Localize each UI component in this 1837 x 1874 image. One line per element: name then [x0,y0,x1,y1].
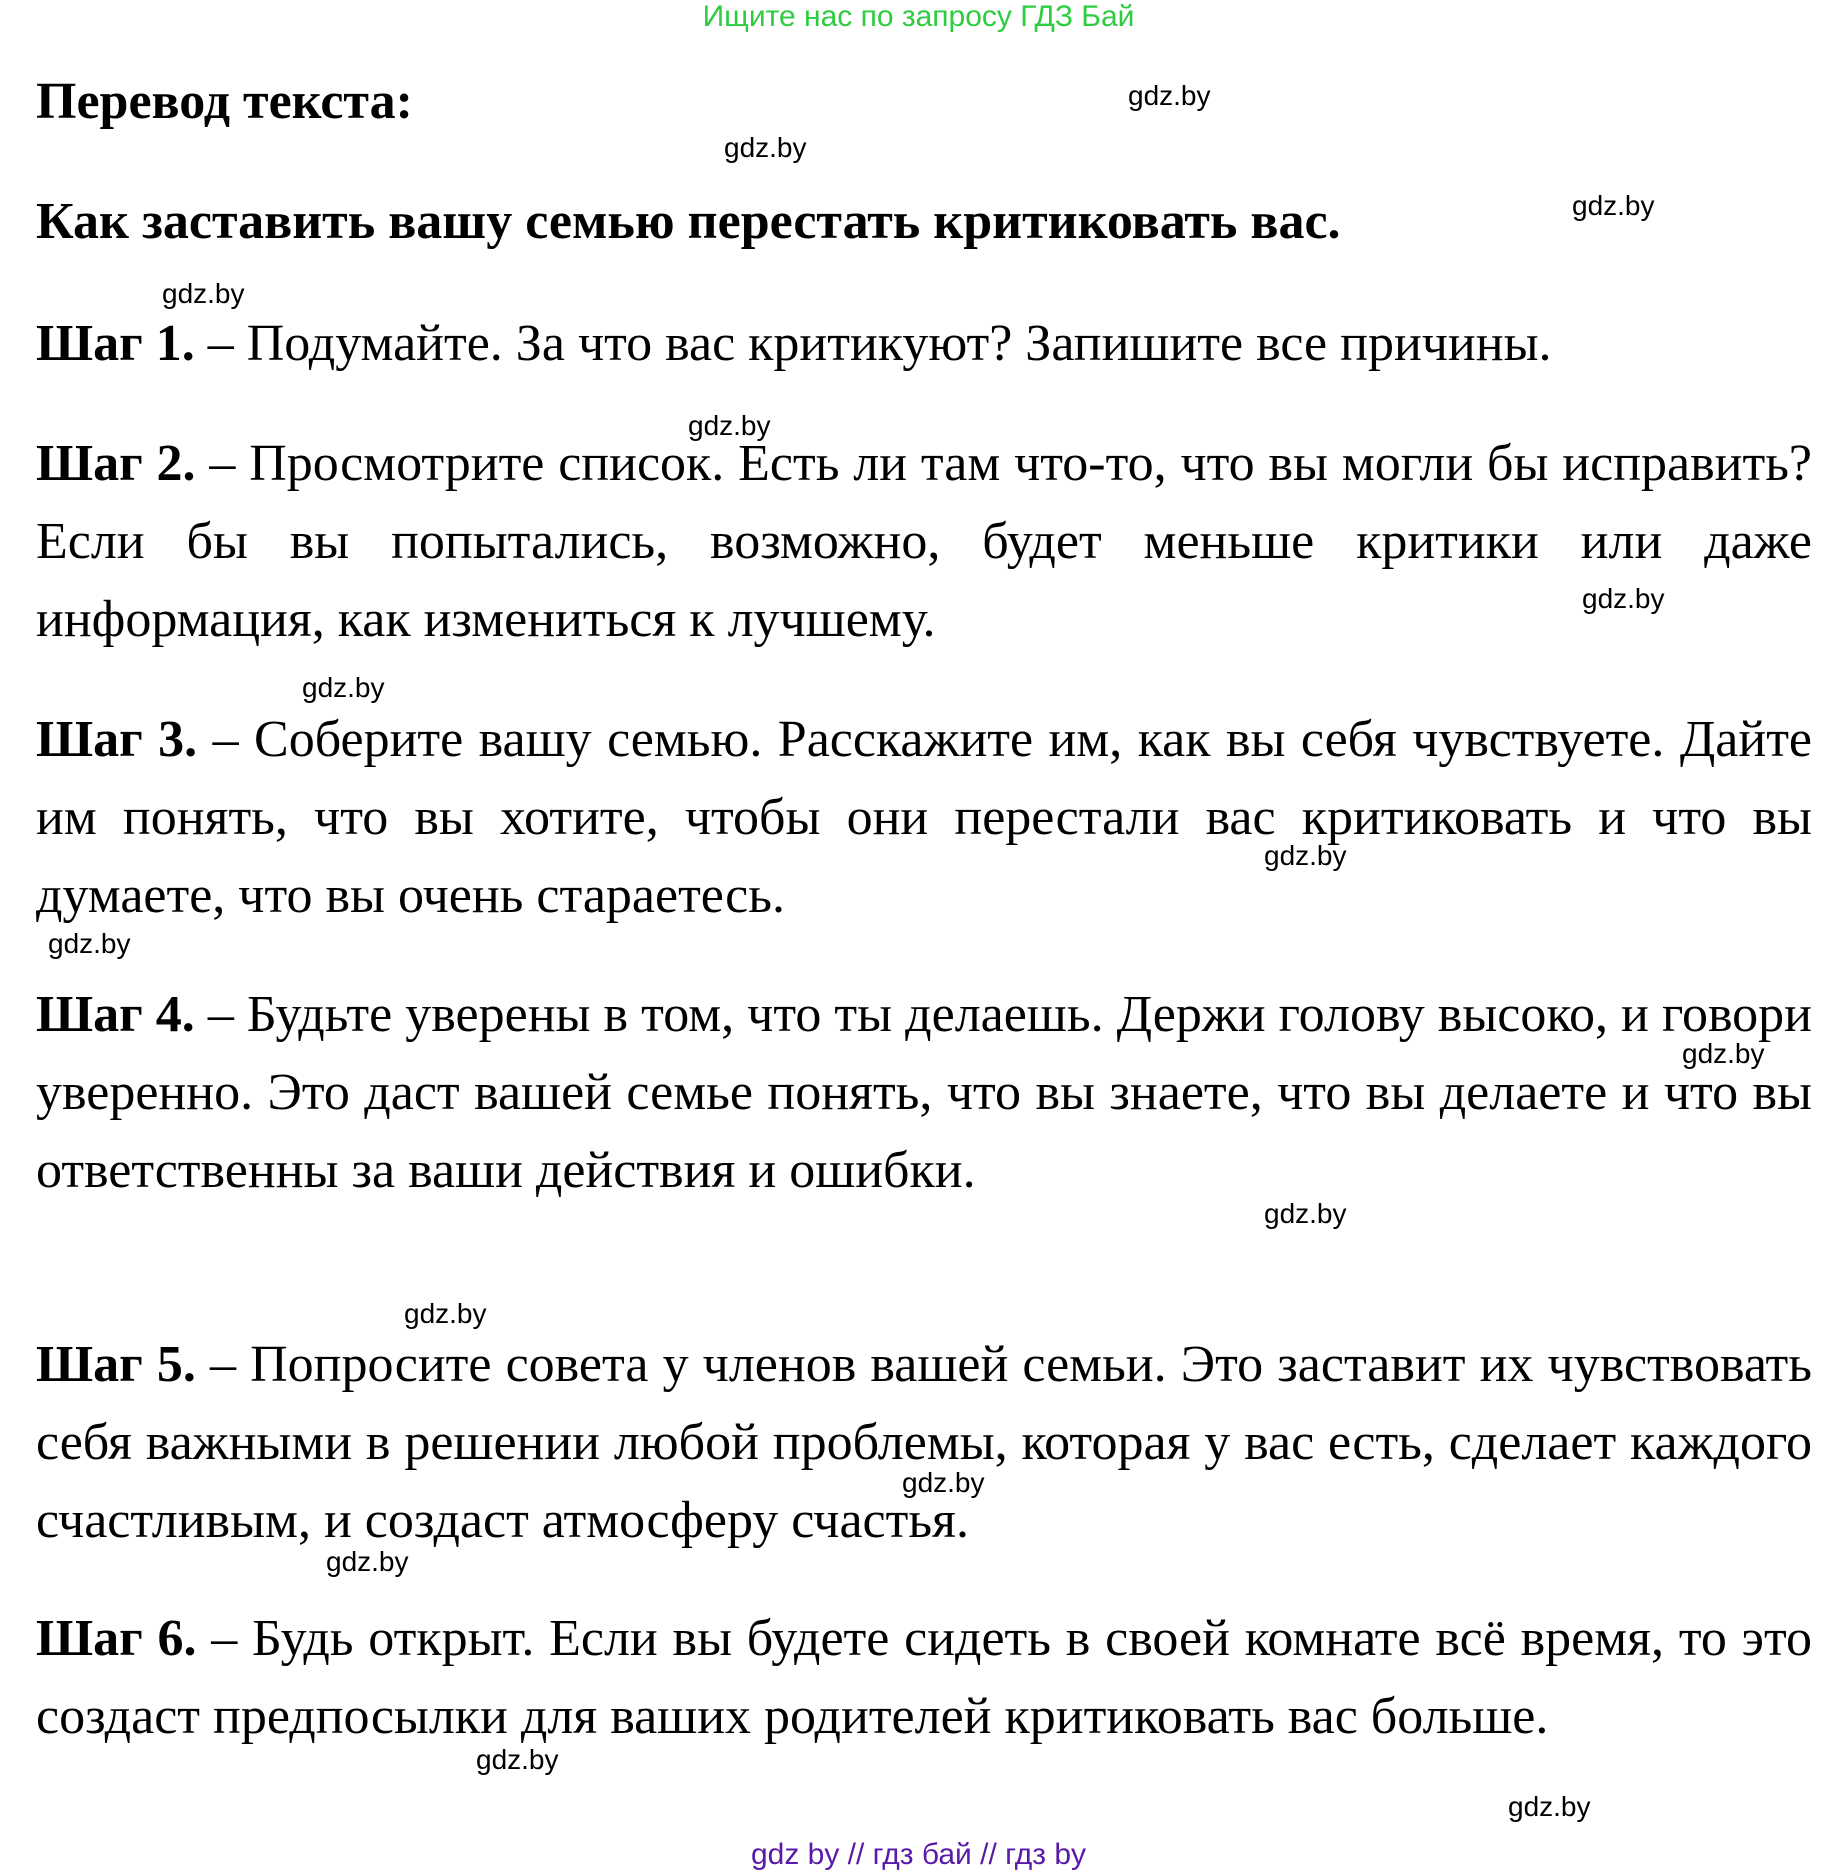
watermark: gdz.by [1572,190,1655,221]
watermark: gdz.by [404,1298,487,1329]
top-banner: Ищите нас по запросу ГДЗ Бай [702,0,1135,33]
watermark: gdz.by [724,132,807,163]
step-4-text: – Будьте уверены в том, что ты делаешь. Держи голову высоко, и говори уверенно. Это даст вашей семье понять, что вы знаете, что вы делаете и что вы ответственны за ваши действия и ошибки. [36,986,1812,1199]
step-3 [36,701,1812,935]
step-5-label: Шаг 5. [36,1336,196,1393]
step-6-label: Шаг 6. [36,1610,197,1667]
watermark: gdz.by [326,1546,409,1577]
step-1 [36,305,1812,383]
step-3-text: – Соберите вашу семью. Расскажите им, как вы себя чувствуете. Дайте им понять, что вы хотите, чтобы они перестали вас критиковать и что вы думаете, что вы очень стараетесь. [36,711,1813,924]
step-2-label: Шаг 2. [36,435,196,492]
footer-links: gdz by // гдз бай // гдз by [750,1838,1087,1871]
step-6-text: – Будь открыт. Если вы будете сидеть в своей комнате всё время, то это создаст предпосылки для ваших родителей критиковать вас больше. [36,1610,1812,1745]
watermark: gdz.by [1264,1198,1347,1229]
step-4-label: Шаг 4. [36,986,195,1043]
watermark: gdz.by [48,928,131,959]
text-title: Как заставить вашу семью перестать критиковать вас. [36,193,1341,250]
step-3-label: Шаг 3. [36,711,198,768]
watermark: gdz.by [1582,583,1665,614]
step-2 [36,425,1812,659]
step-1-text: – Подумайте. За что вас критикуют? Запишите все причины. [194,315,1552,372]
watermark: gdz.by [302,672,385,703]
watermark: gdz.by [162,278,245,309]
step-2-text: – Просмотрите список. Есть ли там что-то, что вы могли бы исправить? Если бы вы попытались, возможно, будет меньше критики или даже информация, как измениться к лучшему. [36,435,1812,648]
step-1-label: Шаг 1. [36,315,195,372]
step-5 [36,1326,1812,1560]
watermark: gdz.by [688,410,771,441]
watermark: gdz.by [1508,1791,1591,1822]
step-4 [36,976,1812,1210]
watermark: gdz.by [902,1467,985,1498]
watermark: gdz.by [1264,840,1347,871]
watermark: gdz.by [1128,80,1211,111]
watermark: gdz.by [1682,1038,1765,1069]
step-5-text: – Попросите совета у членов вашей семьи. Это заставит их чувствовать себя важными в решении любой проблемы, которая у вас есть, сделает каждого счастливым, и создаст атмосферу счастья. [36,1336,1812,1549]
page-title: Перевод текста: [36,73,413,130]
step-6 [36,1600,1812,1756]
watermark: gdz.by [476,1744,559,1775]
